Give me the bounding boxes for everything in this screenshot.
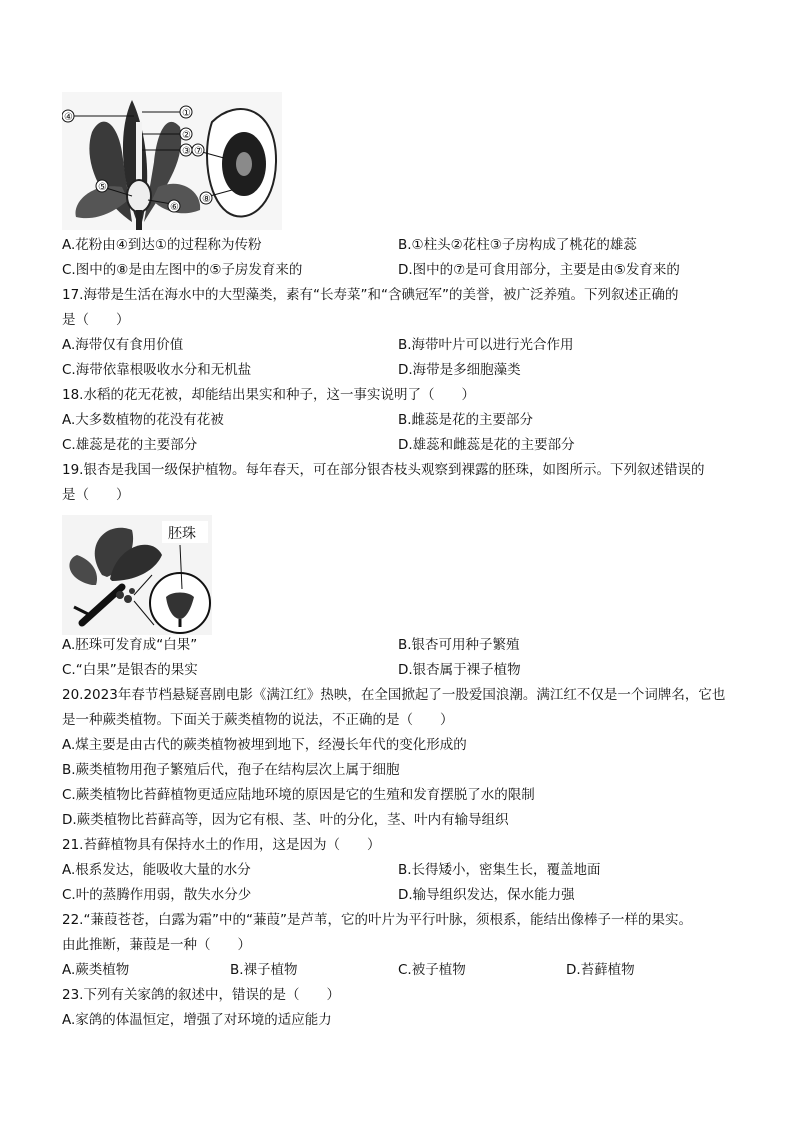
q18-option-c: C.雄蕊是花的主要部分 <box>62 437 198 453</box>
marker-7: ⑦ <box>194 146 203 157</box>
q20-option-c: C.蕨类植物比苔藓植物更适应陆地环境的原因是它的生殖和发育摆脱了水的限制 <box>62 787 535 803</box>
q22-option-d: D.苔藓植物 <box>566 962 635 978</box>
q18-stem: 18.水稻的花无花被，却能结出果实和种子，这一事实说明了（ ） <box>62 387 475 403</box>
q17-option-b: B.海带叶片可以进行光合作用 <box>398 337 574 353</box>
q22-option-b: B.裸子植物 <box>230 962 298 978</box>
q18-option-a: A.大多数植物的花没有花被 <box>62 412 224 428</box>
q17-option-d: D.海带是多细胞藻类 <box>398 362 521 378</box>
marker-8: ⑧ <box>202 194 211 205</box>
marker-4: ④ <box>64 112 73 123</box>
q16-option-c: C.图中的⑧是由左图中的⑤子房发育来的 <box>62 262 303 278</box>
q19-option-b: B.银杏可用种子繁殖 <box>398 637 520 653</box>
q20-option-d: D.蕨类植物比苔藓高等，因为它有根、茎、叶的分化，茎、叶内有输导组织 <box>62 812 509 828</box>
q17-stem-line-1: 17.海带是生活在海水中的大型藻类，素有“长寿菜”和“含碘冠军”的美誉，被广泛养殖。下列叙述正确的 <box>62 287 679 303</box>
q16-option-a: A.花粉由④到达①的过程称为传粉 <box>62 237 262 253</box>
q18-option-b: B.雌蕊是花的主要部分 <box>398 412 534 428</box>
q17-option-a: A.海带仅有食用价值 <box>62 337 184 353</box>
q19-option-d: D.银杏属于裸子植物 <box>398 662 521 678</box>
q21-option-d: D.输导组织发达，保水能力强 <box>398 887 575 903</box>
q22-option-c: C.被子植物 <box>398 962 466 978</box>
q19-option-c: C.“白果”是银杏的果实 <box>62 662 198 678</box>
q16-option-b: B.①柱头②花柱③子房构成了桃花的雄蕊 <box>398 237 637 253</box>
marker-6: ⑥ <box>170 202 179 213</box>
q22-stem-line-2: 由此推断，蒹葭是一种（ ） <box>62 937 251 953</box>
q21-stem: 21.苔藓植物具有保持水土的作用，这是因为（ ） <box>62 837 381 853</box>
q22-stem-line-1: 22.“蒹葭苍苍，白露为霜”中的“蒹葭”是芦苇，它的叶片为平行叶脉，须根系，能结出像棒子一样的果实。 <box>62 912 692 928</box>
q20-stem-line-2: 是一种蕨类植物。下面关于蕨类植物的说法，不正确的是（ ） <box>62 712 454 728</box>
q21-option-a: A.根系发达，能吸收大量的水分 <box>62 862 251 878</box>
q21-option-c: C.叶的蒸腾作用弱，散失水分少 <box>62 887 252 903</box>
q17-option-c: C.海带依靠根吸收水分和无机盐 <box>62 362 252 378</box>
q23-stem: 23.下列有关家鸽的叙述中，错误的是（ ） <box>62 987 340 1003</box>
flower-fruit-figure <box>62 92 282 230</box>
q17-stem-line-2: 是（ ） <box>62 312 130 328</box>
marker-5: ⑤ <box>98 182 107 193</box>
q20-stem-line-1: 20.2023年春节档悬疑喜剧电影《满江红》热映，在全国掀起了一股爱国浪潮。满江红不仅是一个词牌名，它也 <box>62 687 726 703</box>
q19-stem-line-1: 19.银杏是我国一级保护植物。每年春天，可在部分银杏枝头观察到裸露的胚珠，如图所示。下列叙述错误的 <box>62 462 705 478</box>
q16-option-d: D.图中的⑦是可食用部分，主要是由⑤发育来的 <box>398 262 680 278</box>
marker-2: ② <box>182 130 191 141</box>
marker-1: ① <box>182 108 191 119</box>
ovule-label: 胚珠 <box>168 526 196 542</box>
q19-option-a: A.胚珠可发育成“白果” <box>62 637 198 653</box>
marker-3: ③ <box>182 146 191 157</box>
q20-option-a: A.煤主要是由古代的蕨类植物被埋到地下，经漫长年代的变化形成的 <box>62 737 467 753</box>
q22-option-a: A.蕨类植物 <box>62 962 130 978</box>
ginkgo-figure <box>62 515 212 635</box>
q20-option-b: B.蕨类植物用孢子繁殖后代，孢子在结构层次上属于细胞 <box>62 762 400 778</box>
q21-option-b: B.长得矮小，密集生长，覆盖地面 <box>398 862 601 878</box>
q19-stem-line-2: 是（ ） <box>62 487 130 503</box>
q18-option-d: D.雄蕊和雌蕊是花的主要部分 <box>398 437 575 453</box>
q23-option-a: A.家鸽的体温恒定，增强了对环境的适应能力 <box>62 1012 332 1028</box>
